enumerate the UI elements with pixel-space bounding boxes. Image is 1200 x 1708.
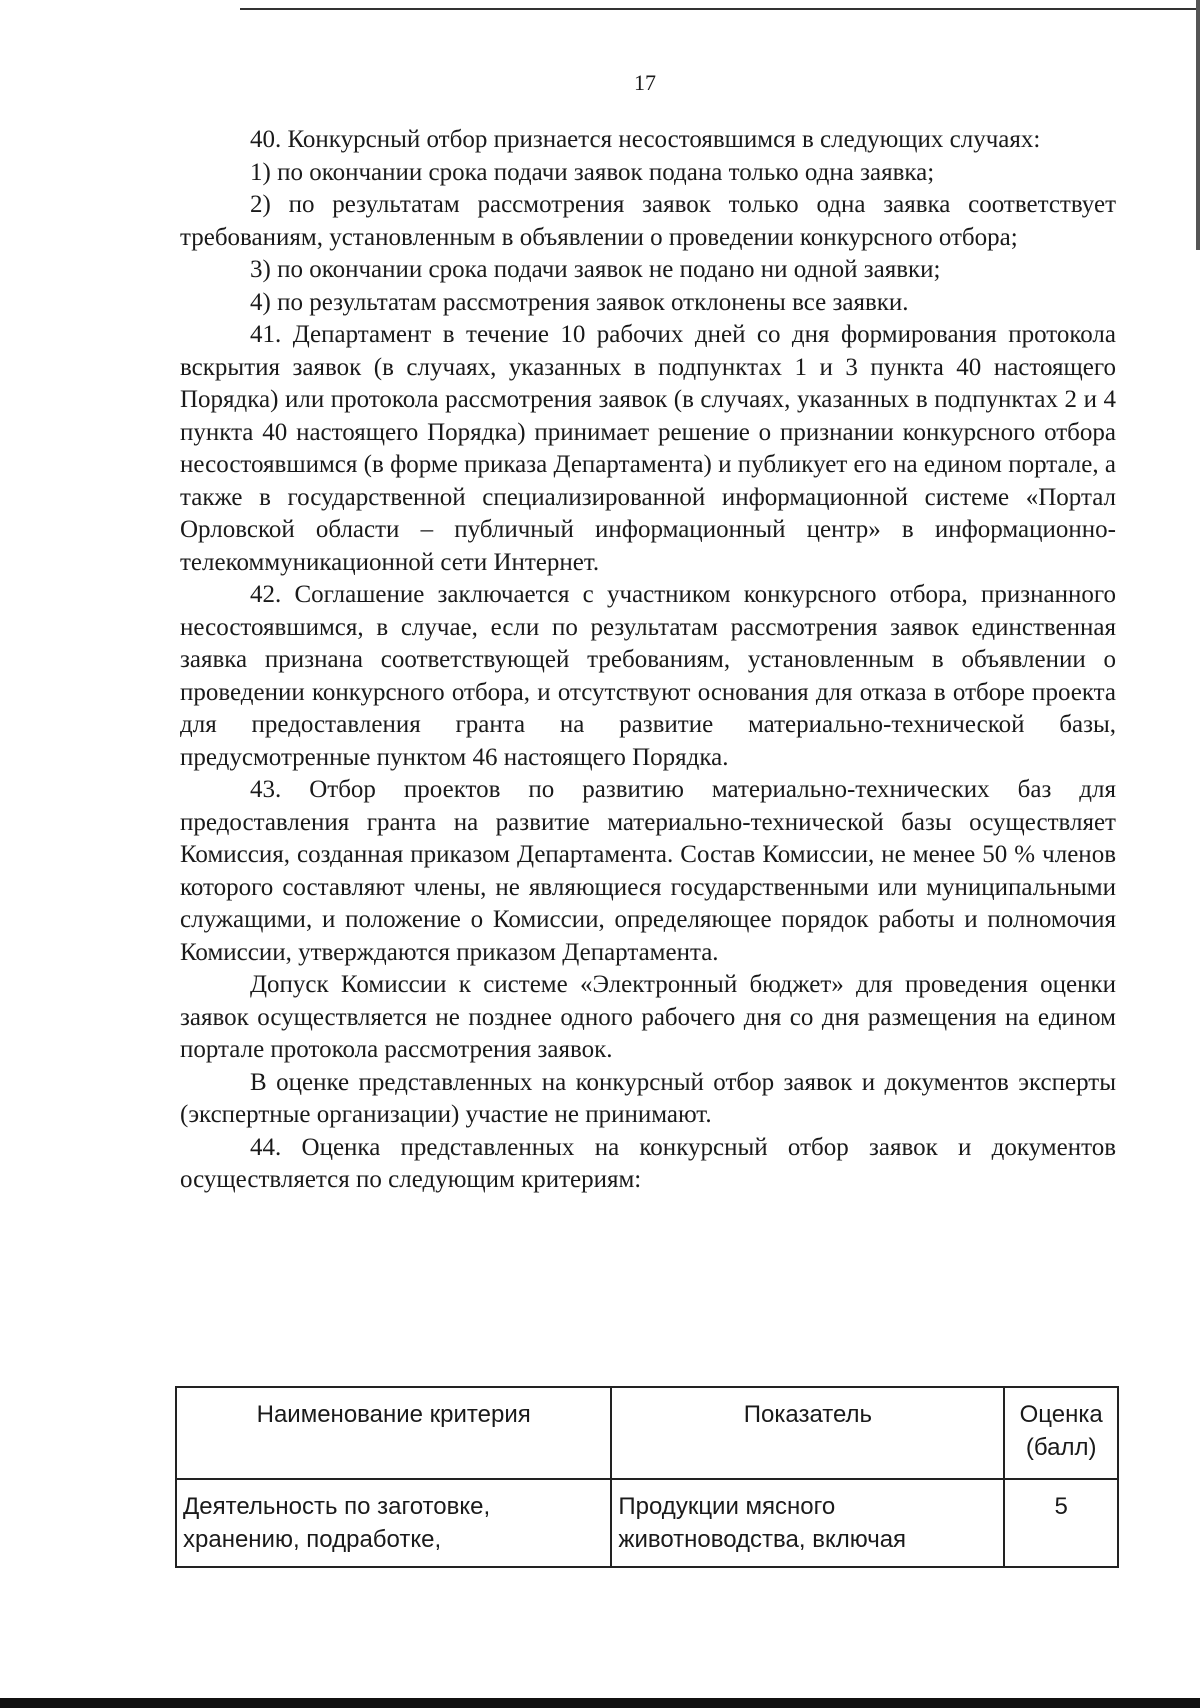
scan-top-edge [240, 8, 1200, 10]
table-header-row [176, 1387, 1118, 1479]
paragraph-40-item-1: 1) по окончании срока подачи заявок подана только одна заявка; [250, 158, 935, 186]
cell-indicator: Продукции мясного животноводства, включая [611, 1479, 1004, 1567]
header-indicator: Показатель [611, 1387, 1004, 1479]
criteria-table [175, 1386, 1119, 1568]
page-number: 17 [634, 70, 656, 95]
paragraph-43-commission-access: Допуск Комиссии к системе «Электронный бюджет» для проведения оценки заявок осуществляется не позднее одного рабочего дня со дня размещения на едином портале протокола рассмотрения заявок. [180, 971, 1116, 1063]
paragraph-40-item-2: 2) по результатам рассмотрения заявок только одна заявка соответствует требованиям, установленным в объявлении о проведении конкурсного отбора; [180, 191, 1116, 251]
cell-criterion-name: Деятельность по заготовке, хранению, подработке, [176, 1479, 611, 1567]
paragraph-40: 40. Конкурсный отбор признается несостоявшимся в следующих случаях: [250, 126, 1041, 153]
paragraph-42: 42. Соглашение заключается с участником конкурсного отбора, признанного несостоявшимся, в случае, если по результатам рассмотрения заявок единственная заявка признана соответствующей требованиям, установленным в объявлении о проведении конкурсного отбора, и отсутствуют основания для отказа в отборе проекта для предоставления гранта на развитие материально-технической базы, предусмотренные пунктом 46 настоящего Порядка. [180, 581, 1116, 771]
document-body [180, 124, 1116, 1197]
paragraph-40-item-3: 3) по окончании срока подачи заявок не подано ни одной заявки; [250, 256, 941, 283]
header-criterion-name: Наименование критерия [176, 1387, 611, 1479]
paragraph-40-item-4: 4) по результатам рассмотрения заявок отклонены все заявки. [250, 288, 909, 316]
paragraph-44: 44. Оценка представленных на конкурсный отбор заявок и документов осуществляется по следующим критериям: [180, 1133, 1116, 1193]
paragraph-41: 41. Департамент в течение 10 рабочих дней со дня формирования протокола вскрытия заявок (в случаях, указанных в подпунктах 1 и 3 пункта 40 настоящего Порядка) или протокола рассмотрения заявок (в случаях, указанных в подпунктах 2 и 4 пункта 40 настоящего Порядка) принимает решение о признании конкурсного отбора несостоявшимся (в форме приказа Департамента) и публикует его на едином портале, а также в государственной специализированной информационной системе «Портал Орловской области – публичный информационный центр» в информационно-телекоммуникационной сети Интернет. [180, 321, 1116, 576]
cell-score: 5 [1004, 1479, 1118, 1567]
scan-right-edge [1196, 0, 1200, 250]
table-row [176, 1479, 1118, 1567]
paragraph-43: 43. Отбор проектов по развитию материально-технических баз для предоставления гранта на развитие материально-технической базы осуществляет Комиссия, созданная приказом Департамента. Состав Комиссии, не менее 50 % членов которого составляют члены, не являющиеся государственными или муниципальными служащими, и положение о Комиссии, определяющее порядок работы и полномочия Комиссии, утверждаются приказом Департамента. [180, 776, 1116, 966]
paragraph-43-experts: В оценке представленных на конкурсный отбор заявок и документов эксперты (экспертные организации) участие не принимают. [180, 1068, 1116, 1128]
header-score: Оценка (балл) [1004, 1387, 1118, 1479]
scan-bottom-edge [0, 1698, 1200, 1708]
